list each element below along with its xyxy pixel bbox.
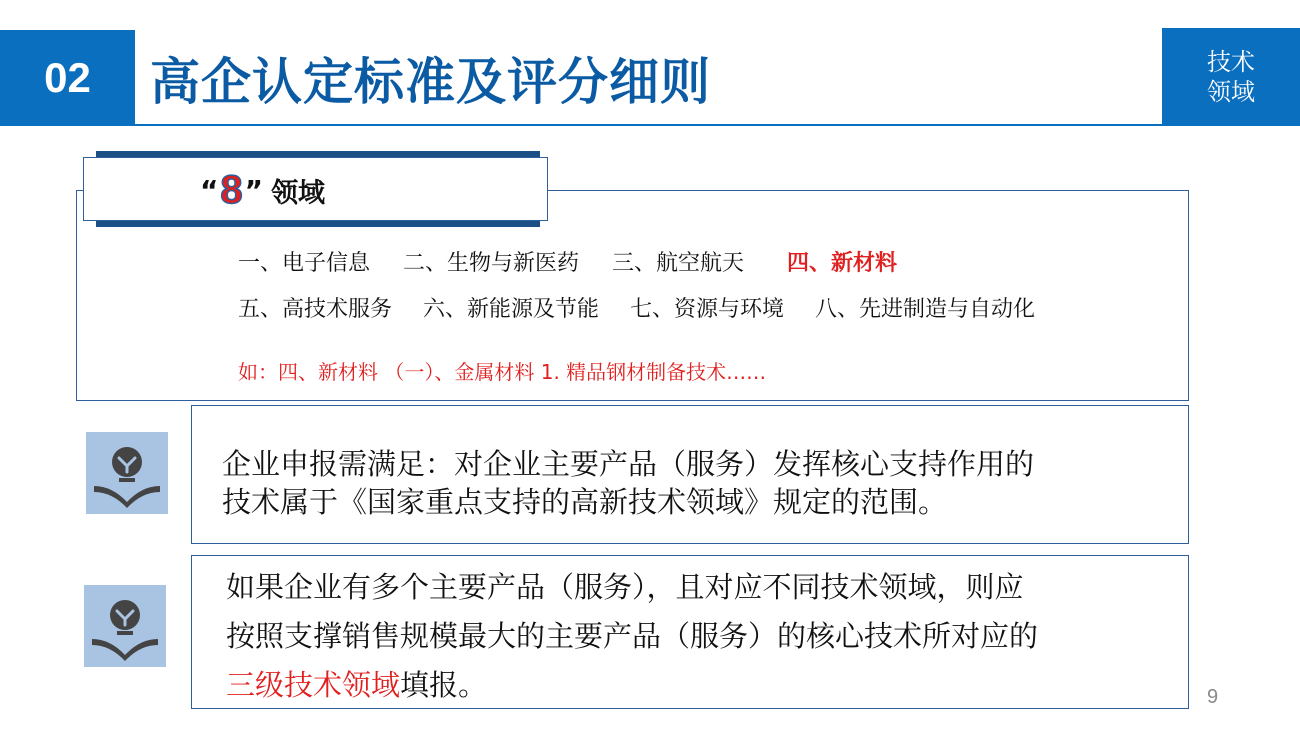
domain-tab-title xyxy=(200,160,325,220)
domain-item-highlight: 四、新材料 xyxy=(787,251,898,276)
domain-item: 五、高技术服务 xyxy=(238,297,393,322)
quote-close: ” xyxy=(244,173,264,207)
multi-product-line-3 xyxy=(226,663,487,704)
domain-item: 三、航空航天 xyxy=(612,251,745,276)
section-tag-line1: 技术 xyxy=(1207,48,1255,76)
lightbulb-book-icon xyxy=(84,585,166,667)
section-tag xyxy=(1162,28,1300,126)
domain-row-1 xyxy=(238,246,923,277)
multi-product-line-3-rest: 填报。 xyxy=(400,668,488,702)
domain-item: 六、新能源及节能 xyxy=(423,297,600,322)
requirement-line-1: 企业申报需满足：对企业主要产品（服务）发挥核心支持作用的 xyxy=(222,447,1035,481)
multi-product-line-2: 按照支撑销售规模最大的主要产品（服务）的核心技术所对应的 xyxy=(226,619,1039,653)
section-number: 02 xyxy=(0,30,135,126)
third-level-domain-highlight: 三级技术领域 xyxy=(226,668,401,702)
multi-product-line-1: 如果企业有多个主要产品（服务），且对应不同技术领域，则应 xyxy=(226,570,1024,604)
section-tag-line2: 领域 xyxy=(1207,78,1255,106)
header-divider xyxy=(135,124,1300,126)
domain-count: 8 xyxy=(220,167,243,212)
domain-item: 一、电子信息 xyxy=(238,251,371,276)
domain-tab-label: 领域 xyxy=(271,177,326,209)
domain-row-2 xyxy=(238,292,1061,323)
domain-example: 如：四、新材料 （一）、金属材料 1. 精品钢材制备技术…… xyxy=(238,360,767,384)
quote-open: “ xyxy=(200,173,219,207)
domain-item: 七、资源与环境 xyxy=(630,297,785,322)
domain-item: 八、先进制造与自动化 xyxy=(815,297,1036,322)
lightbulb-book-icon xyxy=(86,432,168,514)
page-number: 9 xyxy=(1207,686,1219,708)
requirement-line-2: 技术属于《国家重点支持的高新技术领域》规定的范围。 xyxy=(222,485,948,519)
page-title: 高企认定标准及评分细则 xyxy=(150,53,711,111)
domain-item: 二、生物与新医药 xyxy=(403,251,580,276)
